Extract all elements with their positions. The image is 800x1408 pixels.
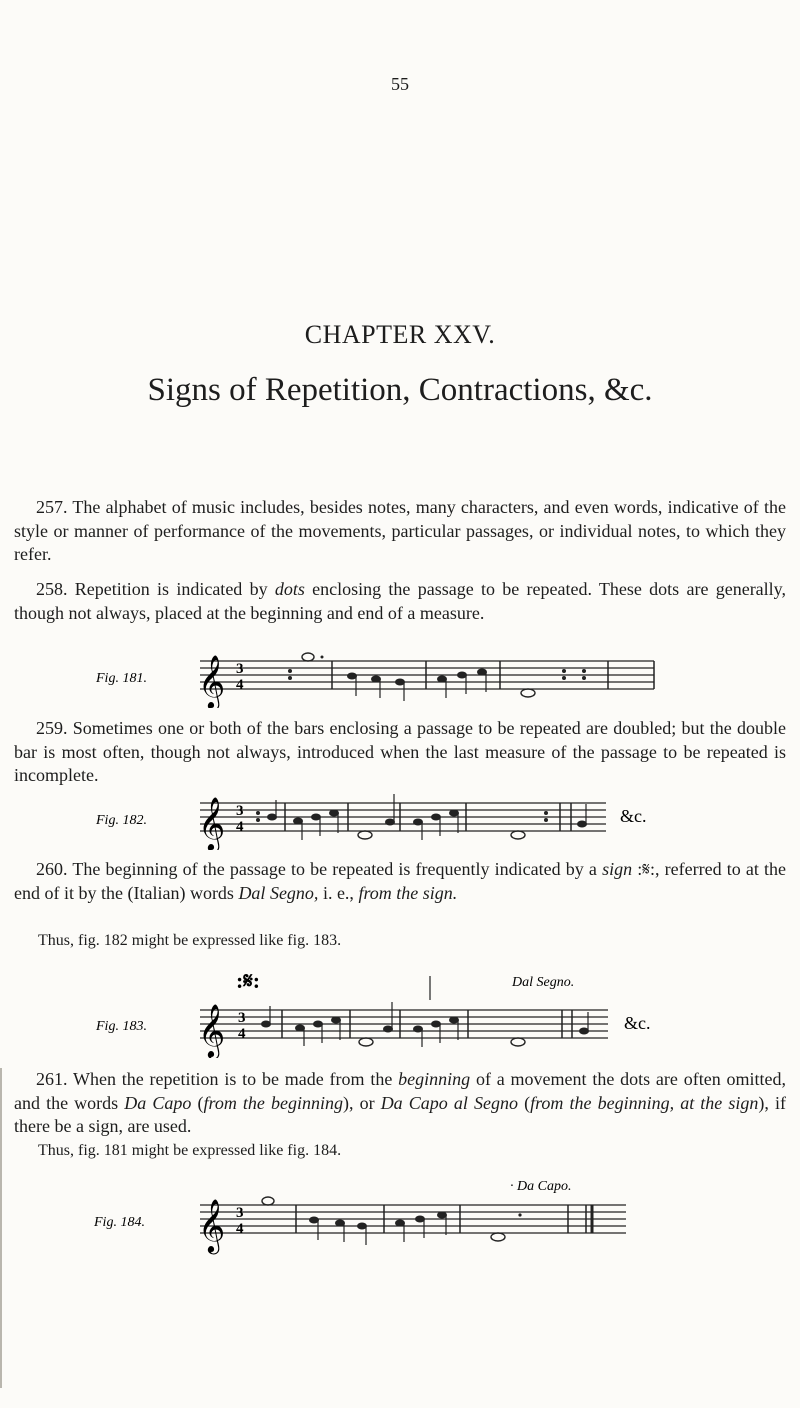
whole-note xyxy=(262,1197,274,1205)
figure-181 xyxy=(0,646,800,708)
quarter-notes xyxy=(309,1212,447,1230)
figure-182 xyxy=(0,788,800,850)
paragraph-text: The alphabet of music includes, besides notes, many characters, and even words, indicative of the style or manner of performance of the movements, particular passages, or individual notes, to which they refer. xyxy=(14,497,786,564)
emphasis-da-capo-al-segno: Da Capo al Segno xyxy=(380,1092,518,1113)
svg-text:4: 4 xyxy=(236,819,244,835)
page-edge xyxy=(0,1068,2,1388)
figure-183 xyxy=(0,958,800,1058)
page-number: 55 xyxy=(391,74,409,94)
paragraph-text: of a movement the dots are often omitted, and the words xyxy=(14,1069,786,1113)
whole-note xyxy=(521,689,535,697)
quarter-notes xyxy=(267,810,587,828)
whole-note xyxy=(302,653,314,661)
paragraph-text: The beginning of the passage to be repeated is frequently indicated by a xyxy=(67,859,603,879)
whole-note xyxy=(359,1038,373,1046)
emphasis-dal-segno: Dal Segno, xyxy=(238,882,319,903)
emphasis-sign: sign xyxy=(602,859,633,879)
treble-clef-icon: 𝄞 xyxy=(198,798,226,849)
emphasis-from-the-beginning: from the beginning xyxy=(203,1092,343,1113)
whole-note xyxy=(511,1038,525,1046)
paragraph-text: i. e., xyxy=(318,882,359,903)
staff xyxy=(200,661,654,689)
paragraph-text: enclosing the passage to be repeated. These dots are generally, though not always, placed at the beginning and end of a measure. xyxy=(14,579,787,623)
emphasis-from-beginning-at-sign: from the beginning, at the sign xyxy=(530,1092,759,1113)
da-capo-marking: · Da Capo. xyxy=(510,1179,572,1194)
emphasis-beginning: beginning xyxy=(398,1069,471,1089)
whole-note xyxy=(511,831,525,839)
paragraph-258 xyxy=(14,578,786,625)
figure-label: Fig. 183. xyxy=(96,1019,147,1034)
paragraph-text: , referred to at the end of it by the (Italian) words xyxy=(14,859,786,903)
paragraph-257 xyxy=(14,496,786,567)
page-title: Signs of Repetition, Contractions, &c. xyxy=(147,372,653,408)
time-signature: 3 xyxy=(236,803,244,819)
whole-note xyxy=(491,1233,505,1241)
treble-clef-icon: 𝄞 xyxy=(198,1200,226,1251)
paragraph-260 xyxy=(14,858,786,905)
caption-fig-181-184: Thus, fig. 181 might be expressed like fig. 184. xyxy=(38,1142,342,1159)
treble-clef-icon: 𝄞 xyxy=(198,1005,226,1056)
emphasis-da-capo: Da Capo xyxy=(124,1092,192,1113)
caption-fig-182-183: Thus, fig. 182 might be expressed like fig. 183. xyxy=(38,932,342,949)
figure-184 xyxy=(0,1168,800,1278)
etc-text: &c. xyxy=(620,806,647,826)
paragraph-text: When the repetition is to be made from the xyxy=(67,1069,399,1089)
svg-text:4: 4 xyxy=(236,1221,244,1237)
staff xyxy=(200,1205,626,1233)
quarter-notes xyxy=(261,1017,589,1035)
figure-label: Fig. 181. xyxy=(96,671,147,686)
svg-text:4: 4 xyxy=(236,677,244,693)
time-signature: 3 xyxy=(238,1010,246,1026)
paragraph-261: 261. When the repetition is to be made from the beginning of a movement the dots are often omitted, and the words Da Capo (from the beginning), or Da Capo al Segno (from the beginning, at the sign), if there be a sign, are used. xyxy=(14,1069,786,1136)
paragraph-text: Sometimes one or both of the bars enclosing a passage to be repeated are doubled; but the double bar is most often, though not always, introduced when the last measure of the passage to be repeated is incomplete. xyxy=(14,718,786,785)
segno-icon: :𝄋: xyxy=(236,968,261,993)
time-signature: 3 xyxy=(236,661,244,677)
whole-note xyxy=(358,831,372,839)
staff xyxy=(200,803,606,831)
paragraph-number: 259. xyxy=(36,718,68,738)
dal-segno-marking: Dal Segno. xyxy=(512,975,575,990)
paragraph-number: 261. xyxy=(36,1069,68,1089)
emphasis-dots: dots xyxy=(274,579,305,599)
paragraph-number: 258. xyxy=(36,579,68,599)
svg-text:4: 4 xyxy=(238,1026,246,1042)
paragraph-number: 260. xyxy=(36,859,68,879)
paragraph-number: 257. xyxy=(36,497,68,517)
chapter-heading: CHAPTER XXV. xyxy=(304,320,496,349)
emphasis-from-the-sign: from the sign. xyxy=(358,882,458,903)
segno-sign: :𝄋: xyxy=(637,859,655,879)
time-signature: 3 xyxy=(236,1205,244,1221)
etc-text: &c. xyxy=(624,1013,651,1033)
figure-label: Fig. 184. xyxy=(94,1215,145,1230)
figure-label: Fig. 182. xyxy=(96,813,147,828)
treble-clef-icon: 𝄞 xyxy=(198,656,226,707)
paragraph-text: Repetition is indicated by xyxy=(67,579,275,599)
paragraph-259 xyxy=(14,717,786,788)
